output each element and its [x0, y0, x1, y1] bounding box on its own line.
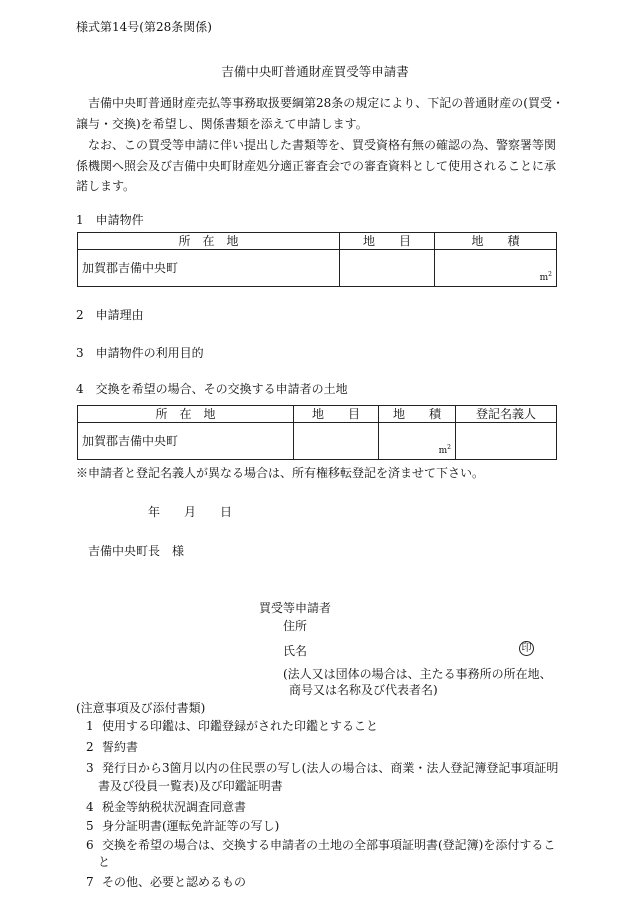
intro-p1-line1: 吉備中央町普通財産売払等事務取扱要綱第28条の規定により、下記の普通財産の(買受・ — [88, 96, 564, 110]
list-item: 2 誓約書 — [86, 740, 139, 754]
addressee: 吉備中央町長 様 — [88, 544, 185, 558]
table-header-row — [78, 406, 557, 423]
section1-table — [77, 232, 557, 287]
list-item: 6 交換を希望の場合は、交換する申請者の土地の全部事項証明書(登記簿)を添付するこ — [86, 838, 556, 852]
intro-p2-line2: 係機関へ照会及び吉備中央町財産処分適正審査会での審査資料として使用されることに承 — [76, 159, 557, 173]
cell-area — [435, 250, 557, 287]
list-item: 3 発行日から3箇月以内の住民票の写し(法人の場合は、商業・法人登記簿登記事項証明 — [86, 761, 559, 775]
list-item: 7 その他、必要と認めるもの — [86, 875, 247, 889]
date-day: 日 — [220, 505, 233, 519]
list-item: 1 使用する印鑑は、印鑑登録がされた印鑑とすること — [86, 719, 379, 733]
address-label: 住所 — [283, 619, 308, 633]
date-year: 年 — [148, 505, 161, 519]
header-category: 地 目 — [340, 233, 435, 250]
intro-p1-line2: 譲与・交換)を希望し、関係書類を添えて申請します。 — [76, 117, 368, 131]
applicant-heading: 買受等申請者 — [259, 601, 332, 615]
header-location: 所 在 地 — [78, 406, 294, 423]
square-meter-unit: $m^2$ — [539, 271, 552, 283]
cell-location: 加賀郡吉備中央町 — [78, 423, 294, 460]
table-header-row — [78, 233, 557, 250]
list-item-continuation: 書及び役員一覧表)及び印鑑証明書 — [98, 779, 283, 793]
document-title: 吉備中央町普通財産買受等申請書 — [221, 64, 409, 79]
table-row — [78, 250, 557, 287]
cell-owner — [456, 423, 557, 460]
header-owner: 登記名義人 — [456, 406, 557, 423]
date-month: 月 — [184, 505, 197, 519]
list-item: 4 税金等納税状況調査同意書 — [86, 800, 247, 814]
name-label: 氏名 — [283, 644, 308, 658]
list-item: 5 身分証明書(運転免許証等の写し) — [86, 819, 280, 833]
cell-category — [294, 423, 379, 460]
section1-heading: 1 申請物件 — [76, 213, 144, 227]
corporate-note-line2: 商号又は名称及び代表者名) — [289, 683, 438, 697]
intro-p2-line3: 諾します。 — [76, 179, 136, 193]
square-meter-unit: $m^2$ — [438, 444, 451, 456]
header-category: 地 目 — [294, 406, 379, 423]
list-item-continuation: と — [98, 855, 111, 869]
header-area: 地 積 — [435, 233, 557, 250]
cell-location: 加賀郡吉備中央町 — [78, 250, 340, 287]
cell-area — [379, 423, 456, 460]
section4-table — [77, 405, 557, 460]
section2-heading: 2 申請理由 — [76, 308, 144, 322]
owner-notice: ※申請者と登記名義人が異なる場合は、所有権移転登記を済ませて下さい。 — [76, 466, 485, 480]
header-location: 所 在 地 — [78, 233, 340, 250]
intro-p2-line1: なお、この買受等申請に伴い提出した書類等を、買受資格有無の確認の為、警察署等関 — [88, 138, 557, 152]
header-area: 地 積 — [379, 406, 456, 423]
table-row — [78, 423, 557, 460]
seal-mark: 印 — [519, 641, 534, 656]
section3-heading: 3 申請物件の利用目的 — [76, 346, 204, 360]
section4-heading: 4 交換を希望の場合、その交換する申請者の土地 — [76, 382, 348, 396]
corporate-note-line1: (法人又は団体の場合は、主たる事務所の所在地、 — [283, 667, 552, 681]
attachments-heading: (注意事項及び添付書類) — [76, 701, 206, 715]
form-id: 様式第14号(第28条関係) — [76, 20, 212, 34]
cell-category — [340, 250, 435, 287]
